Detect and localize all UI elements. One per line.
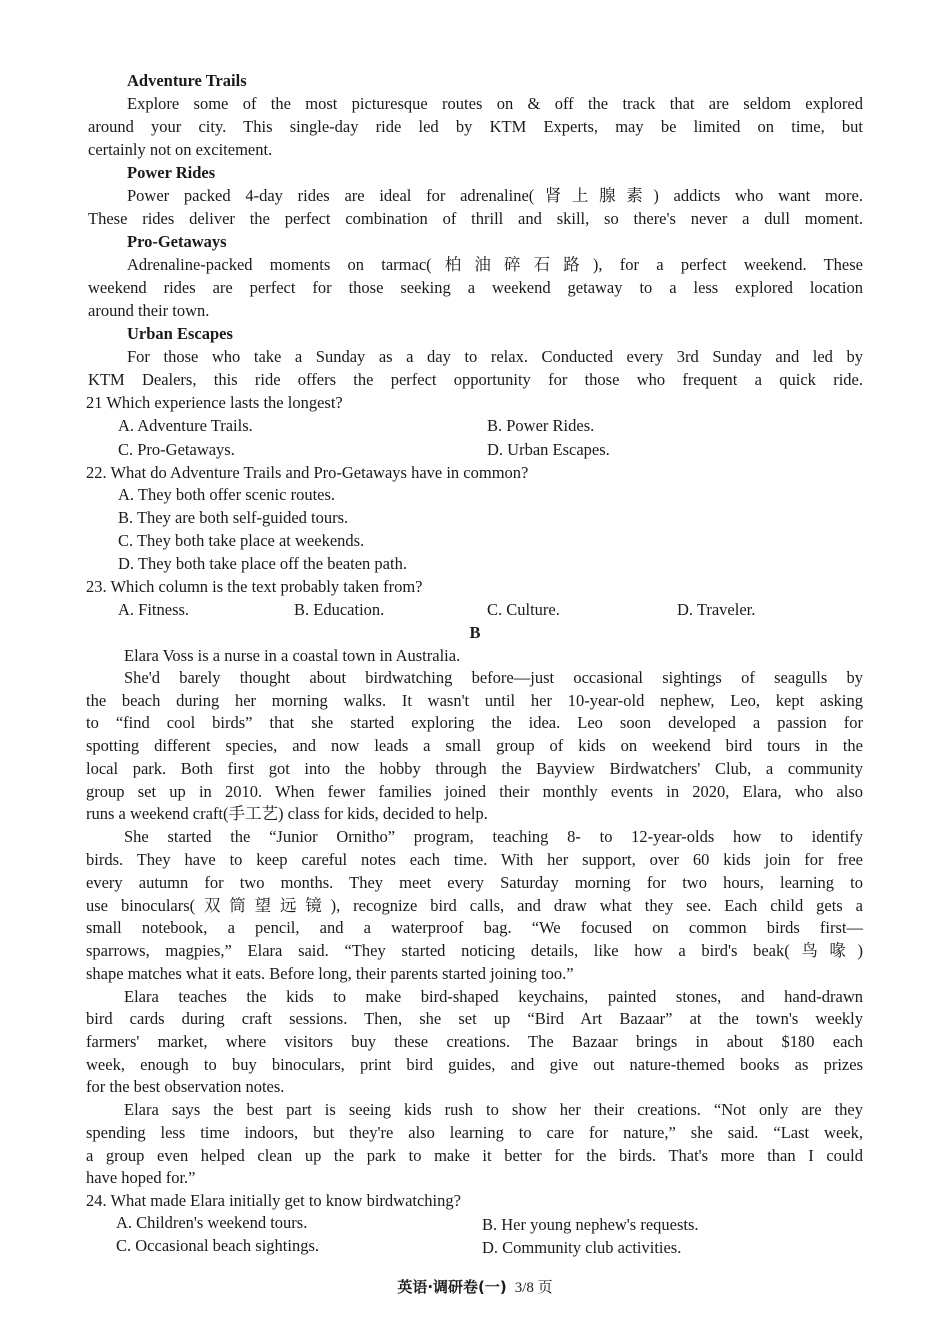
option-24-b: B. Her young nephew's requests. — [482, 1215, 699, 1234]
text-line: spending less time indoors, but they're also learning to care for nature,” she said. “Last week, — [86, 1123, 863, 1142]
question-24: 24. What made Elara initially get to know birdwatching? — [86, 1191, 461, 1210]
urban-escapes-heading: Urban Escapes — [127, 324, 233, 343]
text-line: Explore some of the most picturesque routes on & off the track that are seldom explored — [127, 94, 863, 113]
text-line: shape matches what it eats. Before long, their parents started joining too.” — [86, 964, 574, 983]
question-23: 23. Which column is the text probably taken from? — [86, 577, 423, 596]
option-21-d: D. Urban Escapes. — [487, 440, 610, 459]
text-line: local park. Both first got into the hobby through the Bayview Birdwatchers' Club, a community — [86, 759, 863, 778]
text-line: a group even helped clean up the park to make it better for the birds. That's more than I could — [86, 1146, 863, 1165]
option-22-d: D. They both take place off the beaten path. — [118, 554, 407, 573]
text-line: to “find cool birds” that she started exploring the idea. Leo soon developed a passion for — [86, 713, 863, 732]
option-21-c: C. Pro-Getaways. — [118, 440, 235, 459]
text-line: Elara says the best part is seeing kids rush to show her their creations. “Not only are they — [124, 1100, 863, 1119]
option-24-d: D. Community club activities. — [482, 1238, 682, 1257]
text-line: She'd barely thought about birdwatching before—just occasional sightings of seagulls by — [124, 668, 863, 687]
text-line: Adrenaline-packed moments on tarmac(柏油碎石路), for a perfect weekend. These — [127, 255, 863, 274]
option-23-c: C. Culture. — [487, 600, 560, 619]
text-line: use binoculars(双筒望远镜), recognize bird calls, and draw what they see. Each child gets a — [86, 896, 863, 915]
pro-getaways-heading: Pro-Getaways — [127, 232, 227, 251]
text-line: Power packed 4-day rides are ideal for adrenaline(肾上腺素) addicts who want more. — [127, 186, 863, 205]
text-line: birds. They have to keep careful notes each time. With her support, over 60 kids join for free — [86, 850, 863, 869]
page-footer — [0, 1276, 950, 1297]
footer-title: 英语·调研卷(一) — [397, 1278, 507, 1296]
text-line: have hoped for.” — [86, 1168, 196, 1187]
text-line: week, enough to buy binoculars, print bird guides, and give out nature-themed books as prizes — [86, 1055, 863, 1074]
text-line: runs a weekend craft(手工艺) class for kids, decided to help. — [86, 804, 488, 823]
text-line: sparrows, magpies,” Elara said. “They started noticing details, like how a bird's beak(鸟喙) — [86, 941, 863, 960]
text-line: spotting different species, and now leads a small group of kids on weekend bird tours in the — [86, 736, 863, 755]
option-22-b: B. They are both self-guided tours. — [118, 508, 349, 527]
option-22-a: A. They both offer scenic routes. — [118, 485, 336, 504]
option-23-d: D. Traveler. — [677, 600, 756, 619]
text-line: For those who take a Sunday as a day to relax. Conducted every 3rd Sunday and led by — [127, 347, 863, 366]
power-rides-heading: Power Rides — [127, 163, 216, 182]
option-23-b: B. Education. — [294, 600, 385, 619]
page-number: 3/8 页 — [514, 1280, 553, 1296]
text-line: KTM Dealers, this ride offers the perfect opportunity for those who frequent a quick ride. — [88, 370, 863, 389]
text-line: around your city. This single-day ride led by KTM Experts, may be limited on time, but — [88, 117, 863, 136]
text-line: group set up in 2010. When fewer families joined their monthly events in 2020, Elara, who also — [86, 782, 863, 801]
option-24-a: A. Children's weekend tours. — [116, 1213, 308, 1232]
text-line: Elara Voss is a nurse in a coastal town in Australia. — [124, 646, 461, 665]
text-line: bird cards during craft sessions. Then, she set up “Bird Art Bazaar” at the town's weekly — [86, 1009, 863, 1028]
question-22: 22. What do Adventure Trails and Pro-Getaways have in common? — [86, 463, 529, 482]
adventure-trails-heading: Adventure Trails — [127, 71, 247, 90]
text-line: small notebook, a pencil, and a waterproof bag. “We focused on common birds first— — [86, 918, 863, 937]
option-23-a: A. Fitness. — [118, 600, 190, 619]
text-line: for the best observation notes. — [86, 1077, 285, 1096]
text-line: the beach during her morning walks. It wasn't until her 10-year-old nephew, Leo, kept asking — [86, 691, 863, 710]
text-line: certainly not on excitement. — [88, 140, 273, 159]
question-21: 21 Which experience lasts the longest? — [86, 393, 343, 412]
option-24-c: C. Occasional beach sightings. — [116, 1236, 319, 1255]
text-line: weekend rides are perfect for those seeking a weekend getaway to a less explored location — [88, 278, 863, 297]
text-line: Elara teaches the kids to make bird-shaped keychains, painted stones, and hand-drawn — [124, 987, 863, 1006]
text-line: farmers' market, where visitors buy these creations. The Bazaar brings in about $180 each — [86, 1032, 863, 1051]
text-line: every autumn for two months. They meet every Saturday morning for two hours, learning to — [86, 873, 863, 892]
option-21-b: B. Power Rides. — [487, 416, 595, 435]
option-22-c: C. They both take place at weekends. — [118, 531, 365, 550]
text-line: These rides deliver the perfect combination of thrill and skill, so there's never a dull moment. — [88, 209, 863, 228]
option-21-a: A. Adventure Trails. — [118, 416, 253, 435]
text-line: around their town. — [88, 301, 210, 320]
text-line: She started the “Junior Ornitho” program, teaching 8- to 12-year-olds how to identify — [124, 827, 863, 846]
section-b-label: B — [469, 623, 481, 642]
